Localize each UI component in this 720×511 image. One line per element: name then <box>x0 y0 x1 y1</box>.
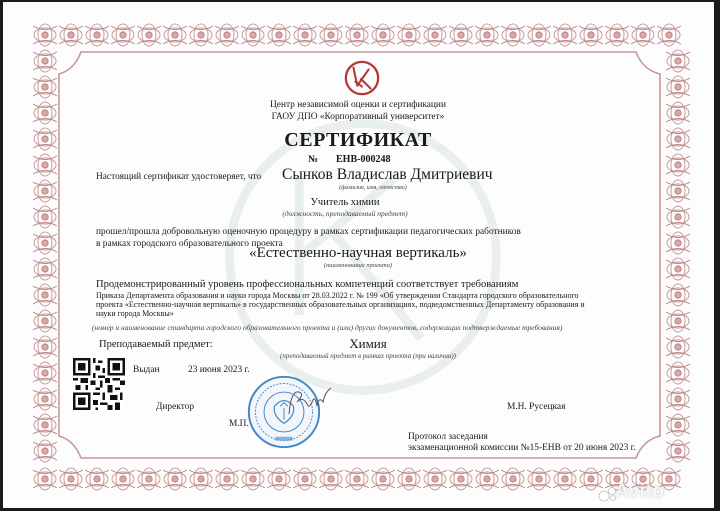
subject-caption: (преподаваемый предмет в рамках проекта (при наличии)) <box>279 352 457 360</box>
kk-monogram-logo-icon <box>343 59 381 97</box>
subject: Химия <box>349 336 387 351</box>
competence-line: Продемонстрированный уровень профессиональных компетенций соответствует требованиям <box>96 279 519 290</box>
issued-label: Выдан <box>133 365 160 375</box>
issued-date: 23 июня 2023 г. <box>188 365 250 375</box>
position: Учитель химии <box>310 197 380 208</box>
director-label: Директор <box>156 402 195 412</box>
handwritten-signature-icon <box>285 384 335 418</box>
director-name: М.Н. Русецкая <box>507 402 566 412</box>
project-name: «Естественно-научная вертикаль» <box>249 245 467 261</box>
order-line-1: Приказа Департамента образования и науки города Москвы от 28.03.2022 г. № 199 «Об утверждении Стандарта городского образовательного <box>96 291 579 300</box>
order-line-3: науки города Москвы» <box>96 309 174 318</box>
procedure-line-2: в рамках городского образовательного проекта <box>96 239 283 249</box>
certificate-number: ЕНВ-000248 <box>336 154 391 165</box>
qr-code-icon <box>73 358 125 410</box>
standard-caption: (номер и наименование стандарта городского образовательного проекта и (или) других документов, содержащих подтверждаемые требования) <box>92 323 563 332</box>
avito-watermark: Avito <box>615 481 665 502</box>
issuer-line-1: Центр независимой оценки и сертификации <box>270 100 446 110</box>
certificate-sheet <box>3 2 714 508</box>
subject-label: Преподаваемый предмет: <box>99 339 213 350</box>
seal-label: М.П. <box>229 419 249 429</box>
holder-name-caption: (фамилия, имя, отчество) <box>339 185 407 191</box>
holder-name: Сынков Владислав Дмитриевич <box>282 166 493 183</box>
number-label: № <box>308 154 319 165</box>
procedure-line-1: прошел/прошла добровольную оценочную процедуру в рамках сертификации педагогических работников <box>96 227 521 237</box>
certificate-title: СЕРТИФИКАТ <box>284 129 432 151</box>
certifies-text: Настоящий сертификат удостоверяет, что <box>96 172 262 182</box>
protocol-line-2: экзаменационной комиссии №15-ЕНВ от 20 июня 2023 г. <box>408 443 636 453</box>
project-caption: (наименование проекта) <box>323 262 393 269</box>
order-line-2: проекта «Естественно-научная вертикаль» в государственных образовательных организациях, подведомственных Департаменту образования и <box>96 300 585 309</box>
protocol-line-1: Протокол заседания <box>408 432 488 442</box>
position-caption: (должность, преподаваемый предмет) <box>282 209 408 218</box>
issuer-line-2: ГАОУ ДПО «Корпоративный университет» <box>271 112 445 122</box>
